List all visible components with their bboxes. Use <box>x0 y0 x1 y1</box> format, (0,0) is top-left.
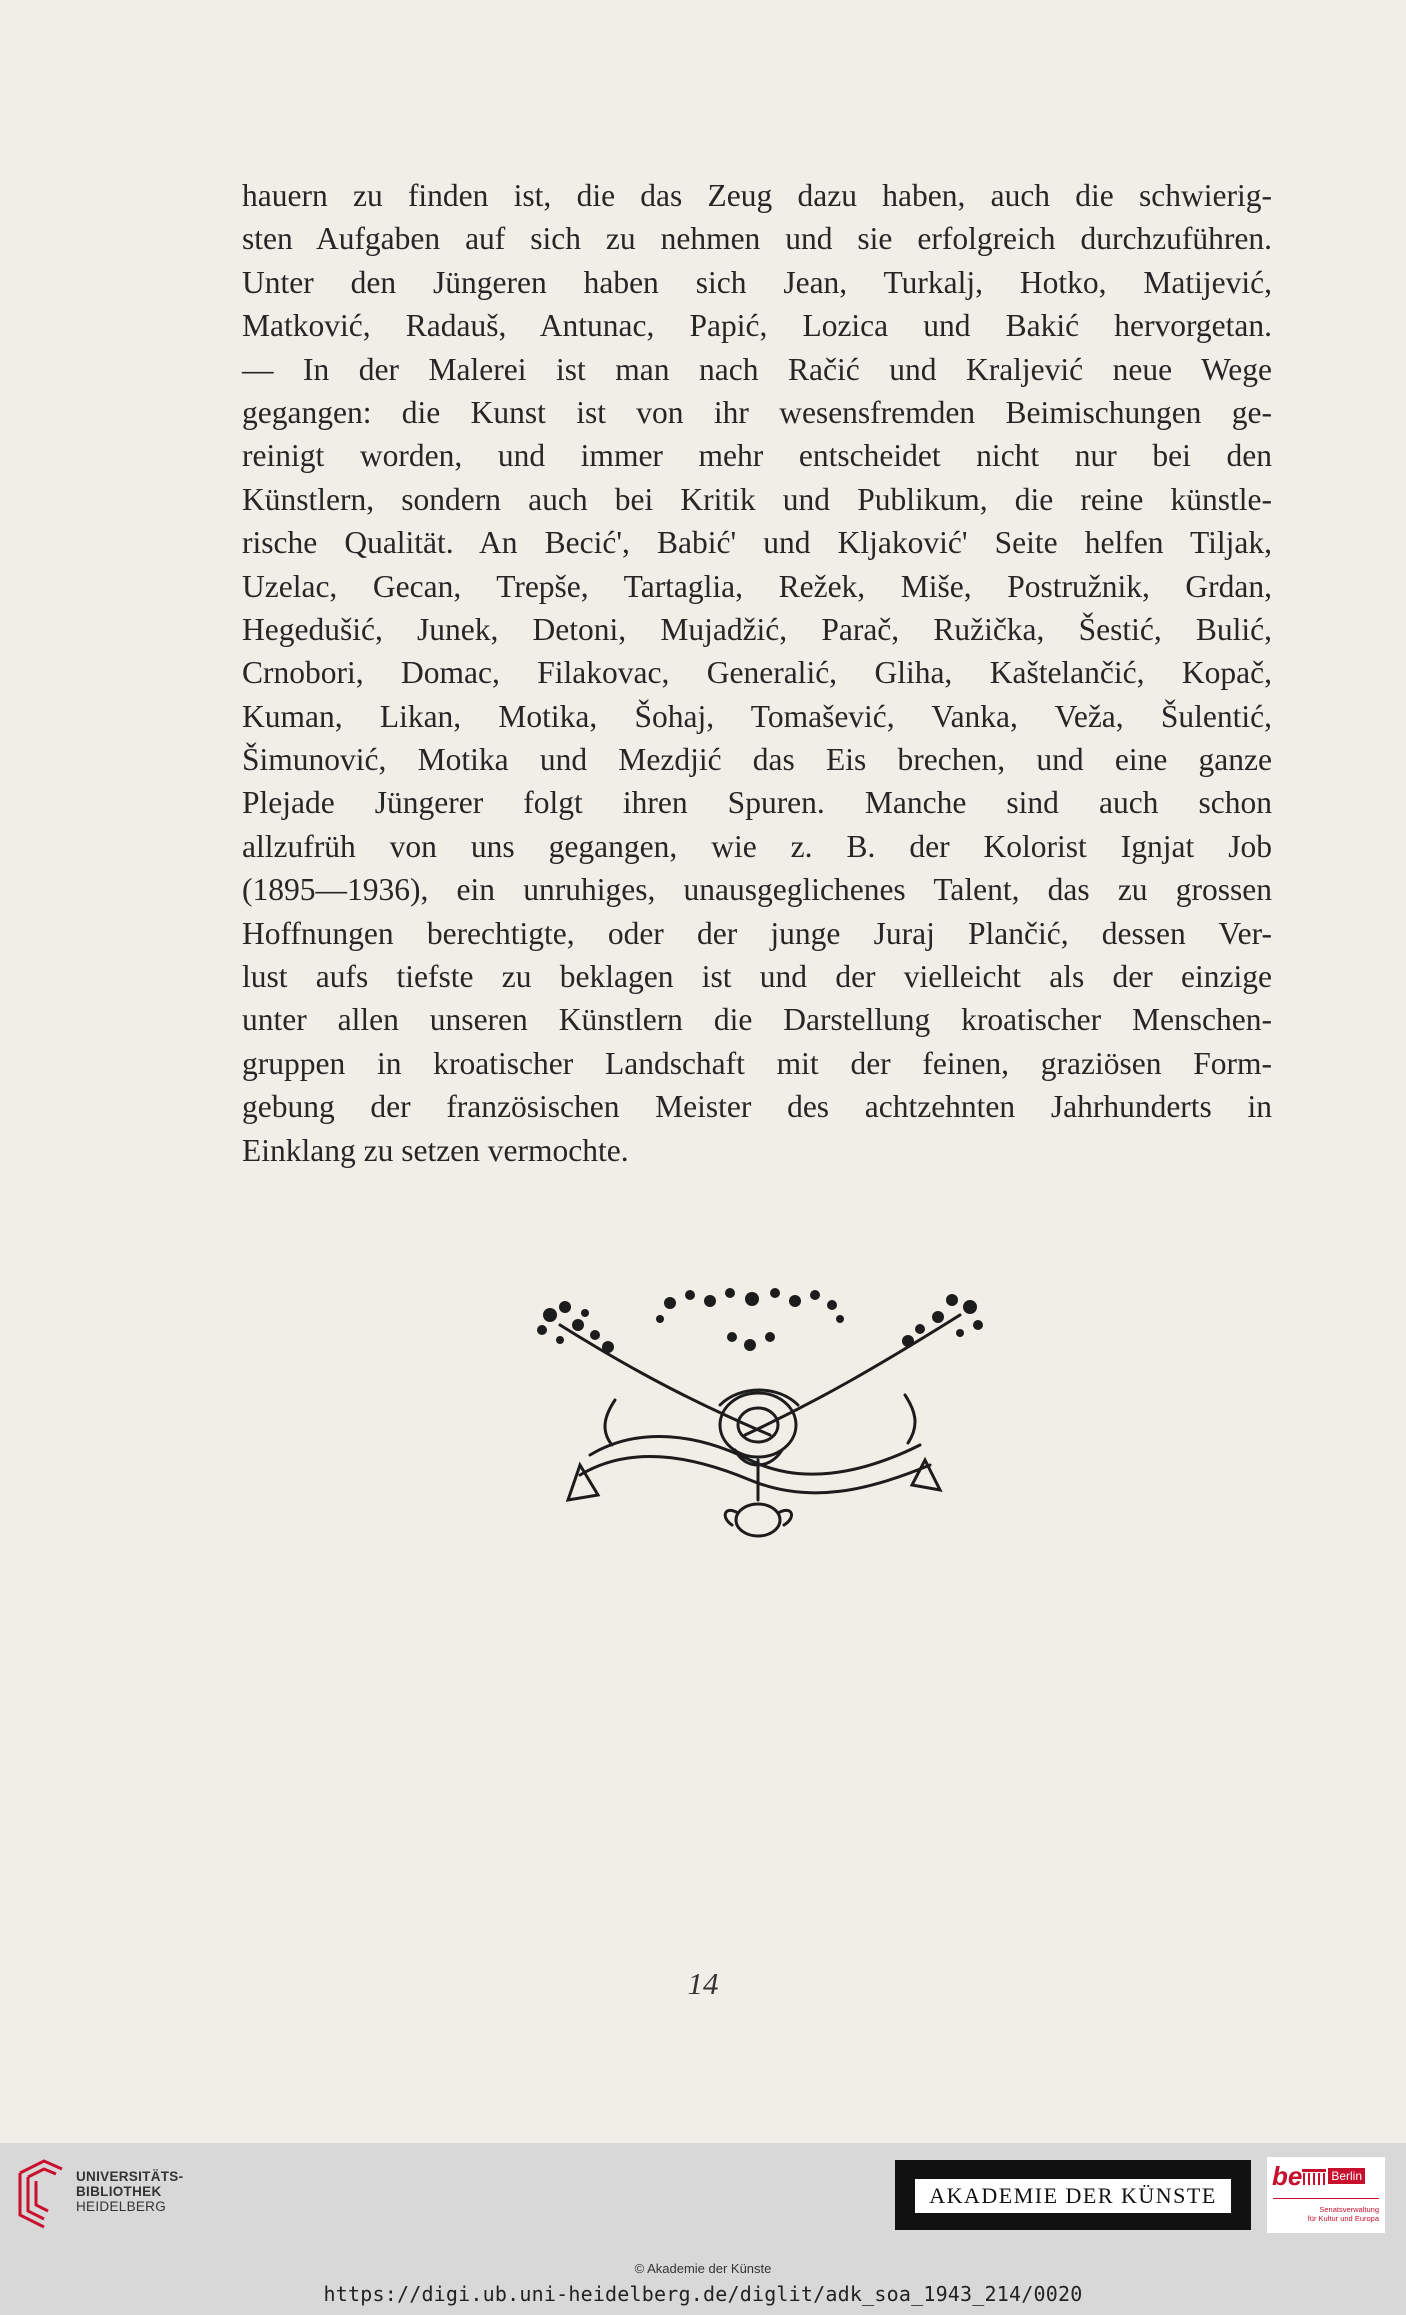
permalink-url[interactable]: https://digi.ub.uni-heidelberg.de/diglit/adk_soa_1943_214/0020 <box>323 2282 1083 2306</box>
text-line: hauern zu finden ist, die das Zeug dazu haben, auch die schwierig- <box>242 178 1272 213</box>
text-line: Einklang zu setzen vermochte. <box>242 1132 629 1168</box>
berlin-wordmark: Berlin <box>1328 2168 1365 2184</box>
text-line: unter allen unseren Künstlern die Darstellung kroatischer Menschen- <box>242 1002 1272 1038</box>
berlin-senate-logo[interactable] <box>1267 2157 1385 2233</box>
text-line: Hegedušić, Junek, Detoni, Mujadžić, Parač, Ružička, Šestić, Bulić, <box>242 611 1272 647</box>
text-line: gegangen: die Kunst ist von ihr wesensfremden Beimischungen ge- <box>242 394 1272 430</box>
text-line: rische Qualität. An Becić', Babić' und Kljaković' Seite helfen Tiljak, <box>242 525 1272 561</box>
adk-label: AKADEMIE DER KÜNSTE <box>915 2179 1231 2213</box>
ub-heidelberg-logo[interactable] <box>14 2155 184 2235</box>
text-line: allzufrüh von uns gegangen, wie z. B. der Kolorist Ignjat Job <box>242 828 1272 864</box>
text-line: sten Aufgaben auf sich zu nehmen und sie erfolgreich durchzuführen. <box>242 221 1272 257</box>
text-line: Plejade Jüngerer folgt ihren Spuren. Manche sind auch schon <box>242 785 1272 821</box>
floral-vignette-ornament-icon <box>520 1285 995 1550</box>
text-line: — In der Malerei ist man nach Račić und Kraljević neue Wege <box>242 351 1272 387</box>
berlin-sub-line: für Kultur und Europa <box>1307 2214 1379 2223</box>
page-number: 14 <box>687 1966 719 2001</box>
berlin-logo-subtitle <box>1267 2205 1385 2223</box>
berlin-logo-top <box>1272 2163 1365 2189</box>
ub-logo-line: BIBLIOTHEK <box>76 2184 162 2199</box>
text-line: Matković, Radauš, Antunac, Papić, Lozica und Bakić hervorgetan. <box>242 308 1272 344</box>
text-line: (1895—1936), ein unruhiges, unausgeglichenes Talent, das zu grossen <box>242 872 1272 908</box>
text-line: Crnobori, Domac, Filakovac, Generalić, Gliha, Kaštelančić, Kopač, <box>242 655 1272 691</box>
berlin-logo-rule <box>1273 2198 1379 2199</box>
akademie-der-kuenste-logo[interactable] <box>895 2160 1251 2230</box>
text-line: Šimunović, Motika und Mezdjić das Eis brechen, und eine ganze <box>242 742 1272 778</box>
ub-heidelberg-logo-mark-icon <box>14 2155 70 2233</box>
ub-heidelberg-text <box>76 2169 183 2214</box>
text-line: Unter den Jüngeren haben sich Jean, Turkalj, Hotko, Matijević, <box>242 264 1272 300</box>
body-text <box>242 174 1272 1172</box>
be-wordmark: be <box>1272 2161 1303 2191</box>
text-line: gebung der französischen Meister des achtzehnten Jahrhunderts in <box>242 1089 1272 1125</box>
ub-logo-line: HEIDELBERG <box>76 2199 167 2214</box>
berlin-sub-line: Senatsverwaltung <box>1319 2205 1379 2214</box>
text-line: Kuman, Likan, Motika, Šohaj, Tomašević, Vanka, Veža, Šulentić, <box>242 698 1272 734</box>
text-line: reinigt worden, und immer mehr entscheidet nicht nur bei den <box>242 438 1272 474</box>
brandenburg-gate-icon <box>1302 2167 1326 2185</box>
text-line: Hoffnungen berechtigte, oder der junge Juraj Plančić, dessen Ver- <box>242 915 1272 951</box>
text-line: Künstlern, sondern auch bei Kritik und Publikum, die reine künstle- <box>242 481 1272 517</box>
text-line: Uzelac, Gecan, Trepše, Tartaglia, Režek, Miše, Postružnik, Grdan, <box>242 568 1272 604</box>
text-line: gruppen in kroatischer Landschaft mit der feinen, graziösen Form- <box>242 1045 1272 1081</box>
copyright-notice: © Akademie der Künste <box>634 2261 772 2276</box>
ub-logo-line: UNIVERSITÄTS- <box>76 2169 184 2184</box>
text-line: lust aufs tiefste zu beklagen ist und der vielleicht als der einzige <box>242 959 1272 995</box>
